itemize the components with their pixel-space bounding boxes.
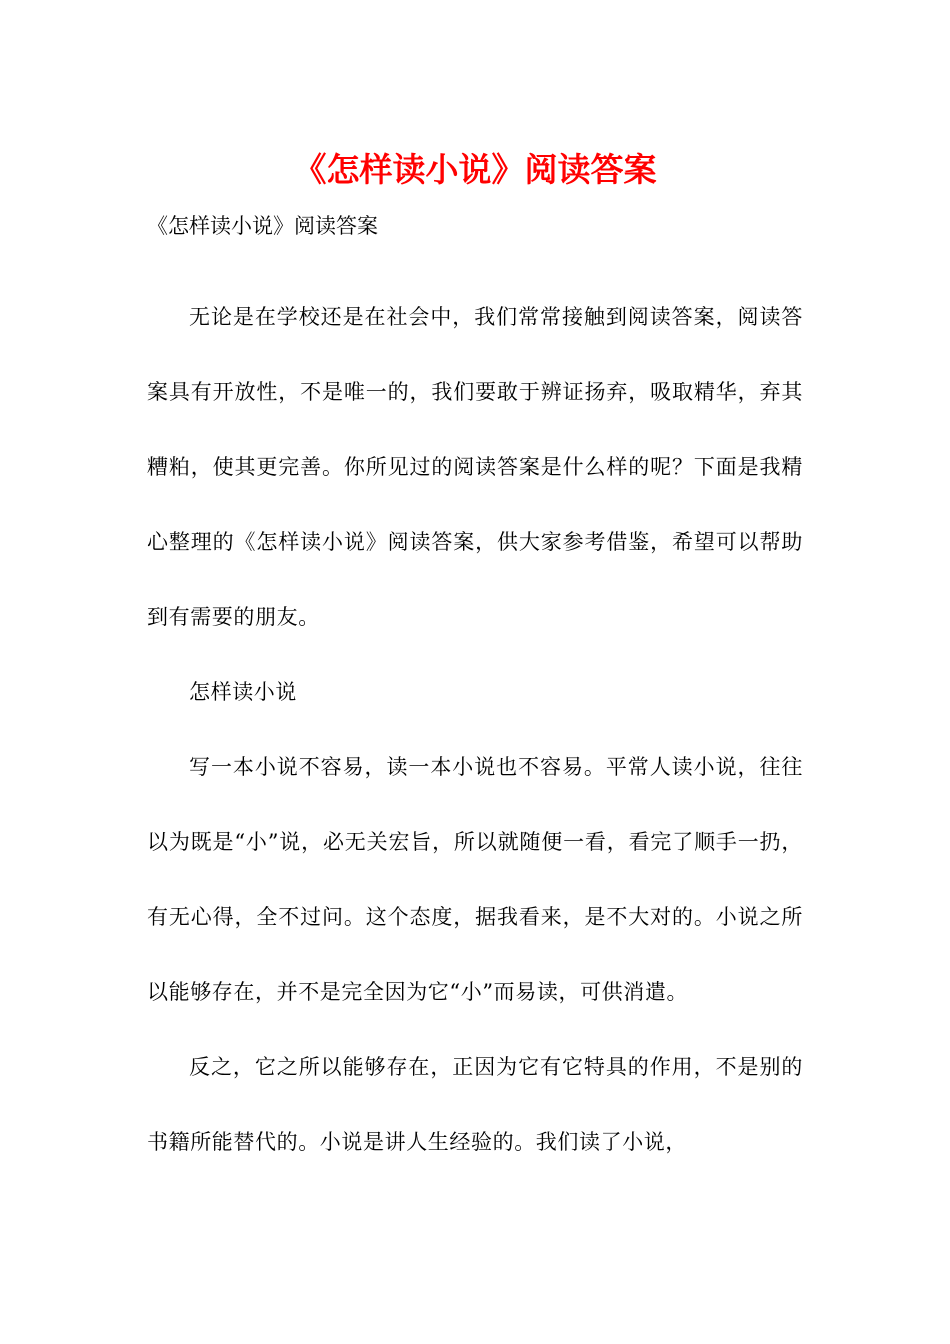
paragraph-intro: 无论是在学校还是在社会中，我们常常接触到阅读答案，阅读答案具有开放性，不是唯一的，我们要敢于辨证扬弃，吸取精华，弃其糟粕，使其更完善。你所见过的阅读答案是什么样的呢？下面是我精心整理的《怎样读小说》阅读答案，供大家参考借鉴，希望可以帮助到有需要的朋友。: [147, 305, 803, 629]
document-subtitle: 《怎样读小说》阅读答案: [147, 214, 378, 238]
section-heading: 怎样读小说: [189, 680, 297, 704]
paragraph-body-2: 反之，它之所以能够存在，正因为它有它特具的作用，不是别的书籍所能替代的。小说是讲人生经验的。我们读了小说，: [147, 1055, 803, 1154]
document-body: [147, 280, 803, 1180]
document-title: 《怎样读小说》阅读答案: [293, 150, 657, 189]
paragraph-body-1: 写一本小说不容易，读一本小说也不容易。平常人读小说，往往以为既是“小”说，必无关宏旨，所以就随便一看，看完了顺手一扔，有无心得，全不过问。这个态度，据我看来，是不大对的。小说之所以能够存在，并不是完全因为它“小”而易读，可供消遣。: [147, 755, 803, 1004]
